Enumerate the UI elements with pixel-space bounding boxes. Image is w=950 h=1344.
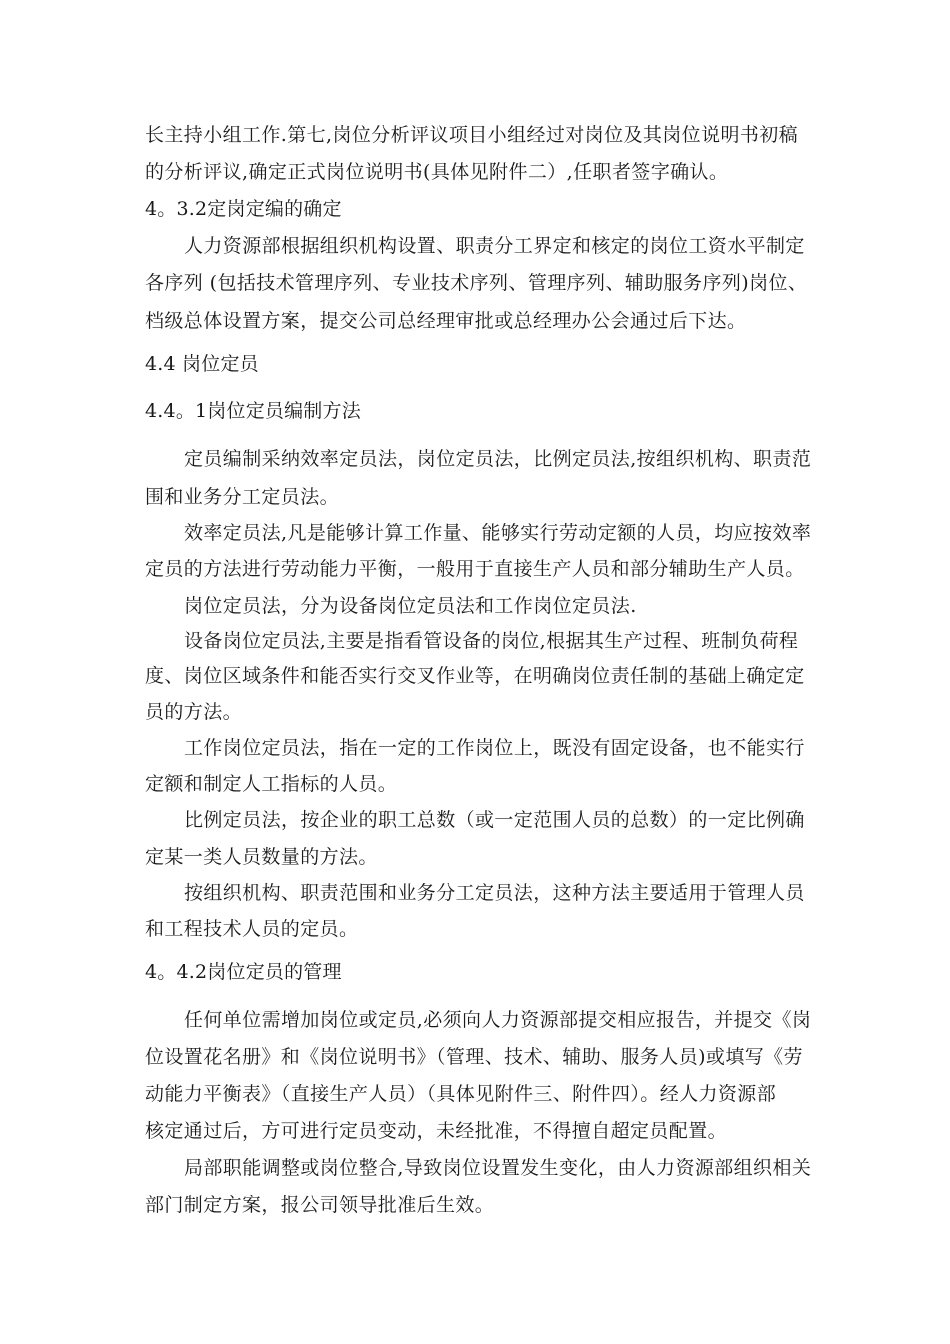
paragraph-line: 员的方法。 <box>145 701 243 723</box>
paragraph-line: 档级总体设置方案，提交公司总经理审批或总经理办公会通过后下达。 <box>145 310 747 332</box>
paragraph-line: 位设置花名册》和《岗位说明书》（管理、技术、辅助、服务人员)或填写《劳 <box>145 1046 803 1068</box>
paragraph-line: 任何单位需增加岗位或定员,必须向人力资源部提交相应报告，并提交《岗 <box>184 1009 812 1031</box>
section-heading: 4。3.2定岗定编的确定 <box>145 198 342 220</box>
paragraph-line: 围和业务分工定员法。 <box>145 486 340 508</box>
paragraph-line: 定某一类人员数量的方法。 <box>145 846 378 868</box>
paragraph-line: 定额和制定人工指标的人员。 <box>145 773 398 795</box>
paragraph-line: 度、岗位区域条件和能否实行交叉作业等，在明确岗位责任制的基础上确定定 <box>145 665 805 687</box>
paragraph-line: 岗位定员法，分为设备岗位定员法和工作岗位定员法. <box>184 595 637 617</box>
paragraph-line: 人力资源部根据组织机构设置、职责分工界定和核定的岗位工资水平制定 <box>184 235 805 257</box>
paragraph-line: 效率定员法,凡是能够计算工作量、能够实行劳动定额的人员，均应按效率 <box>184 522 812 544</box>
paragraph-line: 比例定员法，按企业的职工总数（或一定范围人员的总数）的一定比例确 <box>184 809 805 831</box>
section-heading: 4。4.2岗位定员的管理 <box>145 961 342 983</box>
section-heading: 4.4。1岗位定员编制方法 <box>145 400 361 422</box>
paragraph-line: 各序列 (包括技术管理序列、专业技术序列、管理序列、辅助服务序列)岗位、 <box>145 272 808 294</box>
paragraph-line: 部门制定方案，报公司领导批准后生效。 <box>145 1194 495 1216</box>
section-heading: 4.4 岗位定员 <box>145 353 259 375</box>
paragraph-line: 工作岗位定员法，指在一定的工作岗位上，既没有固定设备，也不能实行 <box>184 737 805 759</box>
paragraph-line: 定员的方法进行劳动能力平衡，一般用于直接生产人员和部分辅助生产人员。 <box>145 558 805 580</box>
paragraph-line: 定员编制采纳效率定员法，岗位定员法，比例定员法,按组织机构、职责范 <box>184 448 812 470</box>
paragraph-line: 局部职能调整或岗位整合,导致岗位设置发生变化，由人力资源部组织相关 <box>184 1157 812 1179</box>
paragraph-line: 长主持小组工作.第七,岗位分析评议项目小组经过对岗位及其岗位说明书初稿 <box>145 124 799 146</box>
paragraph-line: 的分析评议,确定正式岗位说明书(具体见附件二）,任职者签字确认。 <box>145 161 729 183</box>
paragraph-line: 核定通过后，方可进行定员变动，未经批准，不得擅自超定员配置。 <box>145 1120 728 1142</box>
paragraph-line: 设备岗位定员法,主要是指看管设备的岗位,根据其生产过程、班制负荷程 <box>184 630 799 652</box>
paragraph-line: 动能力平衡表》（直接生产人员）（具体见附件三、附件四）。经人力资源部 <box>145 1083 777 1105</box>
paragraph-line: 和工程技术人员的定员。 <box>145 918 359 940</box>
paragraph-line: 按组织机构、职责范围和业务分工定员法，这种方法主要适用于管理人员 <box>184 882 805 904</box>
